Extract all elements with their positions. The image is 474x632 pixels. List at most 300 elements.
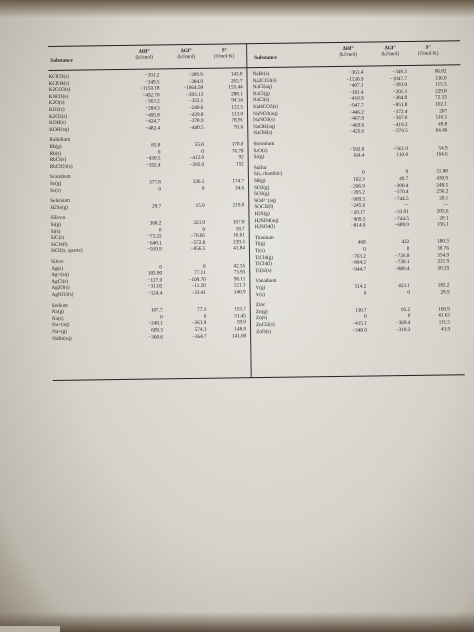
cell-dh: −482.4	[145, 125, 161, 132]
cell-s: 92	[238, 154, 244, 161]
footer-strip	[0, 626, 60, 632]
cell-substance: V(s)	[255, 291, 265, 298]
cell-substance: SiC(s)	[50, 234, 65, 242]
table-row	[49, 124, 245, 133]
cell-s: 73.93	[233, 269, 246, 276]
cell-substance: ZnCl2(s)	[255, 321, 275, 329]
header-s-left-unit: (J/mol·K)	[213, 53, 235, 60]
cell-dh: 85.8	[151, 142, 161, 149]
cell-dh: −410.9	[349, 95, 364, 103]
cell-s: 34.6	[234, 184, 245, 191]
cell-s: 174.7	[232, 178, 245, 185]
cell-s: 30.76	[437, 245, 449, 252]
cell-s: 219.0	[232, 202, 245, 209]
cell-substance: RbClO3(s)	[49, 163, 73, 170]
group-name: Sulfur	[253, 164, 267, 171]
cell-s: 148.0	[234, 326, 247, 333]
cell-substance: H2S(g)	[254, 210, 270, 218]
cell-substance: Si(s)	[50, 228, 61, 235]
cell-s: 111.5	[438, 319, 451, 326]
cell-s: 20.1	[439, 195, 449, 202]
cell-substance: H2Se(g)	[50, 204, 68, 211]
cell-substance: ZnO(s)	[256, 328, 272, 335]
header-substance-right: Substance	[254, 54, 277, 62]
cell-dh: −124.4	[147, 290, 163, 297]
cell-s: 155.44	[228, 84, 243, 91]
cell-substance: SO3(g)	[254, 191, 270, 198]
cell-dg: −419.2	[392, 121, 408, 128]
cell-dh: −349.5	[144, 79, 160, 86]
cell-dg: −70.85	[190, 232, 206, 240]
cell-s: 265.7	[230, 77, 243, 85]
cell-s: 256.2	[436, 188, 449, 195]
cell-dg: 336.1	[192, 178, 205, 185]
cell-dg: −33.01	[394, 208, 409, 216]
header-substance-left: Substance	[50, 57, 73, 64]
cell-dg: −572.8	[190, 239, 206, 246]
cell-dg: 0	[203, 313, 207, 320]
cell-dh: 0	[158, 227, 162, 234]
table-row	[50, 161, 246, 170]
cell-dg: 0	[406, 245, 410, 252]
cell-dg: −292.0	[189, 161, 205, 168]
cell-dh: 105.90	[147, 270, 163, 277]
group-name: Titanium	[254, 234, 274, 241]
cell-dg: —	[403, 202, 409, 209]
cell-dg: −378.9	[188, 117, 204, 125]
cell-substance: NaCl(g)	[252, 90, 270, 97]
cell-dg: −1047.7	[389, 75, 408, 82]
group-name: Silicon	[50, 215, 66, 222]
cell-s: —	[443, 201, 449, 208]
cell-dg: 0	[407, 289, 410, 296]
group-name: Vanadium	[255, 278, 277, 285]
cell-dg: 49.7	[399, 175, 409, 183]
cell-dg: 0	[201, 148, 205, 155]
header-dg-left-unit: (kJ/mol)	[177, 53, 196, 61]
cell-dg: −429.8	[188, 111, 204, 118]
cell-substance: H2SO4(aq)	[254, 217, 279, 224]
cell-dh: 0	[157, 149, 161, 156]
cell-substance: KNO3(s)	[48, 93, 69, 100]
cell-s: 152	[235, 161, 244, 168]
cell-dh: 0	[362, 169, 365, 177]
cell-dg: −261.9	[191, 320, 207, 327]
cell-dh: 0	[158, 186, 161, 193]
header-dg-right-label: ΔGf°	[384, 45, 396, 52]
cell-s: 41.63	[438, 312, 450, 319]
cell-dh: 102.3	[353, 176, 365, 183]
cell-dg: −889.4	[394, 265, 410, 272]
substance-group	[255, 276, 451, 299]
cell-dg: −856.5	[190, 246, 206, 253]
cell-dg: 453.1	[398, 282, 410, 290]
photo-top-shadow	[0, 0, 474, 18]
cell-dg: −11.20	[191, 283, 206, 290]
cell-s: 102.1	[435, 101, 447, 108]
cell-dh: −127.0	[147, 277, 163, 284]
cell-dh: −425.6	[349, 128, 365, 136]
cell-dg: −322.1	[188, 98, 204, 105]
cell-substance: S(s, rhombic)	[253, 171, 283, 178]
cell-dg: −289.9	[188, 71, 203, 79]
cell-dg: −393.13	[185, 91, 204, 98]
cell-substance: Rb(g)	[49, 143, 62, 150]
cell-dh: −395.2	[350, 189, 366, 196]
cell-substance: SO4²⁻(aq)	[254, 197, 277, 204]
substance-group	[48, 71, 245, 133]
cell-substance: H2SO4(l)	[254, 223, 276, 231]
cell-substance: NaCl(aq)	[252, 84, 273, 91]
cell-dg: −370.4	[393, 189, 409, 196]
cell-dg: 0	[407, 313, 411, 320]
cell-substance: NaOH(aq)	[253, 123, 276, 130]
cell-dh: 0	[363, 290, 367, 297]
cell-s: 51.45	[234, 313, 246, 320]
cell-s: 182.2	[437, 282, 450, 289]
cell-substance: Ti(g)	[254, 241, 266, 248]
cell-dh: 107.7	[150, 307, 163, 314]
cell-s: 229.8	[435, 88, 447, 95]
cell-substance: Na2CO3(s)	[252, 77, 277, 84]
header-s-left-label: S°	[221, 47, 227, 54]
cell-dh: −240.1	[148, 320, 163, 328]
cell-dh: −592.0	[349, 146, 365, 153]
substance-group	[256, 300, 452, 336]
cell-dh: 0	[364, 313, 367, 320]
cell-substance: Na(g)	[51, 308, 64, 316]
cell-dh: 164.4	[352, 152, 365, 159]
header-s-right-unit: (J/mol·K)	[417, 50, 439, 57]
header-dh-left-unit: (kJ/mol)	[135, 54, 154, 61]
cell-dg: 15.9	[195, 202, 205, 209]
cell-s: 207	[439, 107, 448, 115]
cell-s: 170.0	[231, 141, 244, 148]
cell-s: 91.6	[234, 124, 244, 131]
cell-s: 115.5	[435, 81, 447, 88]
table-row	[52, 289, 248, 298]
cell-s: 113.0	[231, 110, 244, 118]
substance-group	[52, 300, 249, 342]
cell-s: 140.9	[233, 289, 246, 296]
cell-dh: −361.4	[348, 69, 364, 76]
header-dh-right-unit: (kJ/mol)	[339, 51, 358, 58]
substance-group	[50, 213, 247, 255]
cell-substance: Zn(s)	[255, 315, 268, 322]
cell-s: 43.9	[440, 325, 451, 333]
cell-dg: −744.5	[393, 195, 409, 202]
cell-substance: AgNO3(s)	[51, 291, 74, 298]
cell-substance: NaBr(s)	[252, 70, 270, 78]
cell-dg: 422	[401, 239, 410, 246]
cell-dg: −33.41	[191, 289, 206, 296]
cell-dh: −467.9	[349, 115, 365, 122]
cell-substance: Sc(s)	[50, 187, 61, 194]
cell-dg: −349.3	[392, 68, 407, 76]
table-row	[50, 202, 246, 211]
cell-substance: SiCl4(l)	[50, 241, 68, 248]
cell-dh: −73.22	[146, 233, 162, 240]
header-s-left	[204, 47, 244, 60]
cell-dh: −296.9	[350, 183, 365, 190]
cell-substance: NaNO3(s)	[253, 116, 275, 124]
cell-dg: −300.4	[393, 182, 409, 189]
cell-s: 59.0	[236, 319, 247, 326]
group-name: Scandium	[49, 174, 71, 181]
group-name: Selenium	[50, 197, 70, 205]
cell-s: 167.8	[232, 219, 245, 226]
cell-dg: 110.0	[396, 152, 409, 159]
cell-substance: Na+(g)	[52, 328, 68, 335]
substance-group	[254, 162, 451, 231]
cell-substance: TiO2(s)	[255, 267, 272, 274]
cell-dh: −407.1	[348, 82, 364, 89]
cell-substance: NaCl(s)	[252, 97, 270, 104]
cell-dg: 95.2	[401, 306, 411, 313]
cell-s: 20.1	[439, 214, 449, 222]
cell-dh: 514.2	[354, 283, 367, 290]
table-row	[253, 128, 449, 137]
cell-substance: RbCl(s)	[49, 156, 67, 164]
cell-s: 28.9	[440, 288, 450, 296]
cell-s: 94.14	[231, 97, 243, 104]
cell-dh: −363.2	[145, 98, 160, 106]
cell-s: 288.1	[231, 91, 243, 98]
cell-s: 42.55	[233, 262, 246, 270]
cell-dg: −689.9	[394, 222, 410, 229]
table-row	[254, 152, 450, 161]
cell-substance: K2CO3(s)	[48, 86, 71, 94]
table-row	[255, 265, 451, 274]
cell-s: 96.11	[233, 276, 246, 283]
cell-substance: AgCl(s)	[51, 278, 69, 285]
cell-substance: SOCl2(l)	[254, 204, 274, 211]
thermo-table-page	[48, 34, 473, 390]
cell-s: 122.5	[231, 104, 243, 111]
cell-dh: 130.7	[354, 307, 367, 314]
cell-dh: −20.17	[350, 209, 366, 216]
cell-dh: 0	[160, 314, 163, 321]
cell-substance: KClO3(s)	[48, 73, 70, 80]
cell-s: 156.1	[436, 221, 449, 228]
cell-s: 41.84	[233, 245, 245, 252]
cell-substance: NaBr(aq)	[52, 335, 72, 342]
cell-s: 430.9	[436, 175, 449, 182]
group-name: Zinc	[255, 302, 266, 309]
cell-substance: NaOH(s)	[253, 130, 273, 137]
table-bottom-rule	[53, 374, 465, 381]
cell-dg: −440.5	[188, 124, 204, 131]
cell-dg: 574.3	[194, 326, 207, 333]
cell-substance: TiCl4(g)	[255, 254, 274, 261]
cell-s: 221.9	[437, 258, 450, 265]
cell-dh: −424.7	[145, 118, 161, 125]
cell-dh: −31.05	[147, 283, 163, 291]
substance-group	[50, 172, 246, 195]
cell-dg: −364.7	[191, 333, 207, 340]
photo-bottom-shadow	[0, 612, 474, 632]
cell-substance: K2O(s)	[48, 100, 65, 107]
table-row	[255, 222, 451, 231]
cell-dh: −284.5	[145, 105, 160, 112]
cell-s: 239.3	[233, 239, 245, 246]
cell-substance: Si(g)	[50, 221, 61, 228]
cell-s: 354.9	[437, 251, 450, 259]
cell-s: 64.46	[435, 127, 448, 134]
cell-dg: −384.0	[392, 95, 408, 102]
cell-dh: −804.2	[351, 259, 367, 266]
header-dh-left-label: ΔHf°	[138, 48, 150, 55]
cell-dh: −360.6	[148, 333, 164, 341]
cell-s: 153.7	[234, 306, 246, 313]
cell-dg: −561.9	[393, 145, 408, 152]
cell-dg: 0	[405, 169, 409, 176]
cell-s: 180.3	[437, 238, 449, 245]
cell-dh: −1150.18	[139, 85, 160, 92]
cell-s: 54.9	[438, 145, 448, 152]
cell-substance: Ag(s)	[51, 265, 64, 272]
cell-dg: −284.9	[188, 78, 204, 85]
cell-dh: 0	[363, 246, 366, 253]
cell-substance: V(g)	[255, 284, 266, 292]
cell-dg: 77.11	[194, 270, 206, 277]
substance-group	[253, 138, 449, 161]
cell-substance: K2O2(s)	[49, 113, 68, 120]
cell-dh: 0	[159, 264, 163, 271]
cell-dg: 77.3	[197, 307, 207, 314]
cell-s: 18.7	[235, 225, 245, 232]
cell-substance: SiO2(s, quartz)	[50, 247, 83, 255]
cell-s: 141.00	[231, 332, 247, 340]
cell-dh: −947.7	[349, 102, 364, 109]
cell-dg: −372.4	[392, 108, 408, 115]
cell-substance: KOH(aq)	[49, 126, 69, 133]
cell-dh: 368.2	[149, 220, 162, 227]
cell-dg: 323.9	[193, 219, 206, 226]
header-dh-right	[328, 46, 368, 59]
header-dh-left	[124, 48, 164, 61]
cell-dg: 0	[202, 226, 206, 233]
cell-dg: −393.0	[392, 82, 408, 89]
cell-dh: −492.70	[142, 92, 160, 99]
cell-dh: −640.1	[147, 240, 162, 247]
cell-s: 160.9	[438, 306, 450, 313]
cell-dg: 0	[201, 185, 205, 192]
substance-group	[49, 135, 245, 171]
cell-dg: −367.0	[392, 115, 408, 122]
cell-dh: −763.2	[351, 253, 366, 260]
cell-s: 248.5	[436, 182, 449, 189]
cell-dh: −392.4	[145, 162, 161, 169]
table-row	[51, 246, 247, 255]
group-name: Sodium	[51, 302, 68, 309]
header-dg-left	[166, 48, 206, 61]
cell-substance: Ti(s)	[254, 247, 265, 255]
cell-s: 78.91	[231, 117, 244, 124]
cell-substance: NaHCO3(s)	[252, 103, 279, 111]
header-dg-right	[370, 45, 410, 58]
cell-s: 16.61	[233, 232, 245, 239]
group-name: Silver	[51, 258, 64, 265]
header-dh-right-label: ΔHf°	[342, 45, 354, 52]
group-name: Rubidium	[49, 137, 71, 144]
cell-s: 116.5	[435, 114, 448, 121]
table-row	[52, 333, 248, 342]
cell-substance: KClO4(s)	[48, 80, 70, 87]
cell-dh: −814.0	[350, 222, 366, 229]
right-half	[252, 34, 451, 335]
table-row	[50, 185, 246, 194]
cell-dh: 377.8	[149, 179, 161, 186]
cell-substance: KO2(s)	[48, 106, 65, 113]
cell-substance: SrO(s)	[253, 147, 268, 154]
cell-substance: SO2(g)	[254, 184, 270, 191]
cell-s: 76.78	[231, 147, 244, 155]
cell-dh: −1130.9	[346, 76, 364, 83]
cell-s: 49.8	[438, 121, 448, 128]
cell-s: 143.0	[230, 71, 243, 78]
cell-dg: −728.1	[394, 259, 410, 266]
substance-group	[255, 232, 452, 274]
cell-s: 121.3	[233, 282, 246, 289]
cell-dg: −369.4	[395, 319, 411, 327]
cell-dg: 0	[202, 263, 206, 270]
cell-dh: −909.3	[350, 216, 366, 223]
cell-dh: 29.7	[152, 203, 162, 210]
cell-dh: −415.1	[352, 320, 367, 327]
cell-dh: −181.4	[348, 89, 364, 96]
header-dg-left-label: ΔGf°	[180, 47, 192, 55]
cell-substance: Zn(g)	[255, 308, 268, 315]
cell-dh: −469.6	[349, 122, 365, 129]
cell-s: 136.0	[434, 75, 447, 82]
cell-dh: −430.5	[145, 155, 161, 162]
substance-group	[252, 68, 449, 137]
cell-dh: 468	[357, 239, 366, 247]
cell-substance: Na(s)	[51, 315, 64, 322]
cell-substance: TiCl4(l)	[255, 261, 273, 268]
cell-dh: −245.6	[350, 202, 366, 210]
cell-dg: −851.8	[392, 101, 408, 109]
cell-s: 86.82	[434, 68, 447, 75]
table-row	[256, 326, 452, 335]
cell-dh: 609.3	[151, 327, 163, 334]
cell-dg: −412.0	[189, 155, 205, 162]
cell-s: 50.29	[437, 265, 450, 272]
cell-dg: −726.8	[394, 252, 410, 259]
table-row	[256, 289, 452, 298]
header-s-right	[408, 44, 448, 57]
cell-dh: −909.3	[350, 196, 366, 203]
cell-dg: −744.5	[394, 215, 409, 222]
cell-substance: KOH(s)	[49, 119, 66, 127]
cell-dg: −201.3	[392, 88, 408, 95]
cell-substance: Sc(g)	[49, 180, 62, 187]
cell-s: 31.88	[436, 168, 448, 175]
cell-dh: −348.0	[352, 327, 367, 334]
cell-dg: −1064.58	[183, 85, 204, 92]
cell-dh: −910.9	[147, 246, 162, 253]
cell-dh: −391.2	[144, 72, 160, 79]
cell-dh: −944.7	[351, 266, 367, 273]
cell-s: 205.6	[436, 208, 449, 215]
cell-substance: Rb(s)	[49, 150, 62, 157]
cell-dg: −109.70	[188, 276, 206, 283]
cell-dg: −240.6	[188, 104, 204, 112]
cell-substance: Ag+(aq)	[51, 271, 69, 279]
cell-dh: −495.8	[145, 112, 160, 119]
cell-dg: −379.5	[393, 128, 408, 135]
